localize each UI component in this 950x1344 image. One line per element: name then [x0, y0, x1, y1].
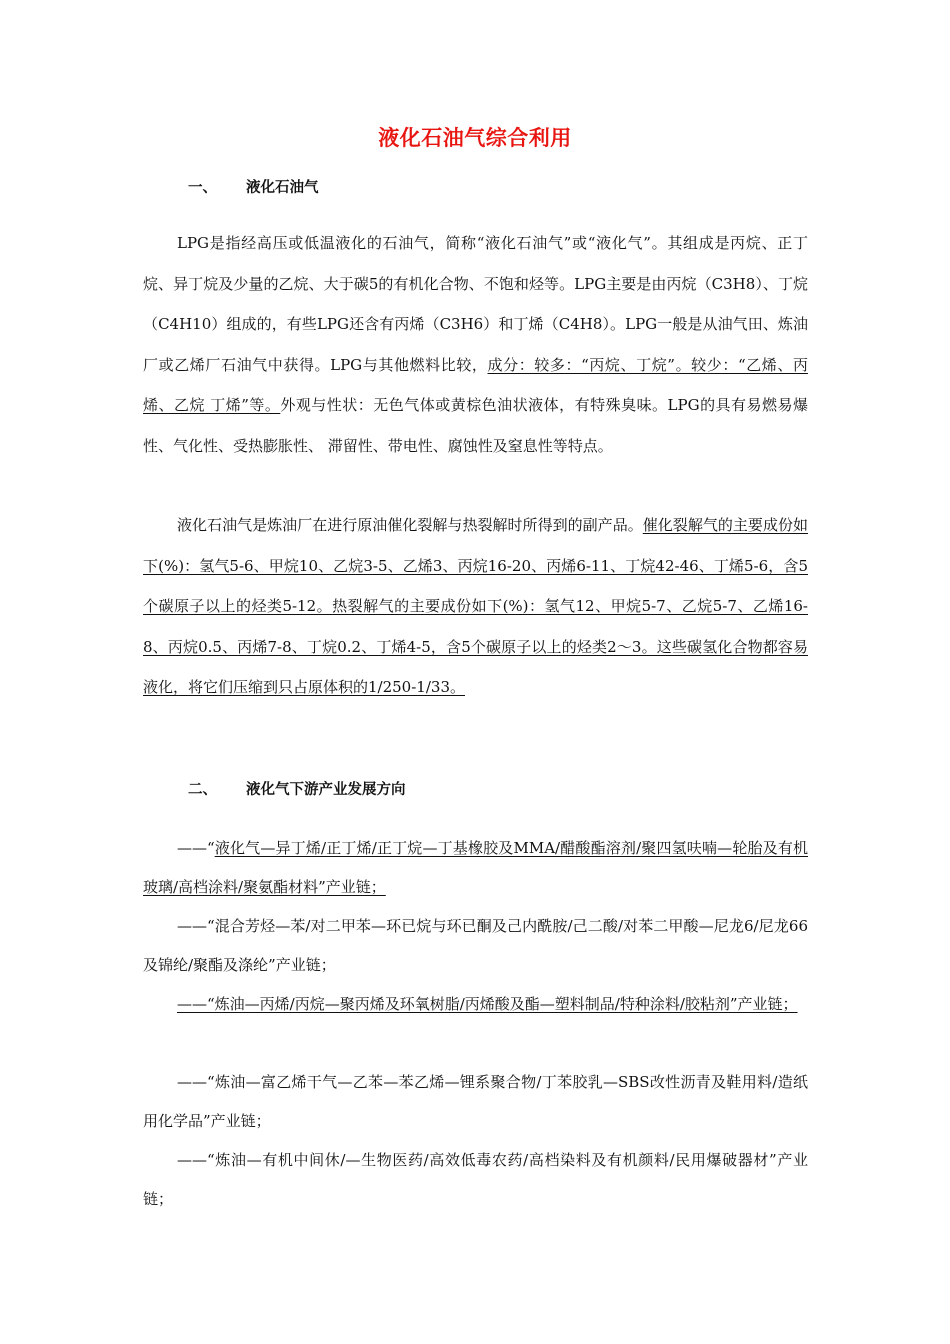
page-title: 液化石油气综合利用 [378, 126, 572, 150]
section-heading-1 [188, 176, 319, 197]
chain-text: ——“炼油—有机中间休/—生物医药/高效低毒农药/高档染料及有机颜料/民用爆破器材”产业链； [143, 1151, 808, 1208]
underlined-text: ——“炼油—丙烯/丙烷—聚丙烯及环氧树脂/丙烯酸及酯—塑料制品/特种涂料/胶粘剂”产业链； [177, 995, 798, 1013]
paragraph-text: 液化石油气是炼油厂在进行原油催化裂解与热裂解时所得到的副产品。 [177, 516, 643, 534]
chain-text: ——“混合芳烃—苯/对二甲苯—环已烷与环已酮及己内酰胺/己二酸/对苯二甲酸—尼龙6/尼龙66及锦纶/聚酯及涤纶”产业链； [143, 917, 808, 974]
chain-text: ——“炼油—富乙烯干气—乙苯—苯乙烯—锂系聚合物/丁苯胶乳—SBS改性沥青及鞋用料/造纸用化学品”产业链； [143, 1073, 808, 1130]
section-title: 液化气下游产业发展方向 [246, 782, 406, 798]
section-number: 一、 [188, 180, 217, 196]
paragraph-text: 外观与性状：无色气体或黄棕色油状液体，有特殊臭味。LPG的具有易燃易爆性、气化性、受热膨胀性、 滞留性、带电性、腐蚀性及窒息性等特点。 [143, 396, 808, 455]
industry-chain-item [143, 907, 808, 985]
underlined-text: 液化气—异丁烯/正丁烯/正丁烷—丁基橡胶及MMA/醋酸酯溶剂/聚四氢呋喃—轮胎及有机玻璃/高档涂料/聚氨酯材料”产业链； [143, 839, 808, 896]
section-number: 二、 [188, 782, 217, 798]
paragraph-text: LPG是指经高压或低温液化的石油气，简称“液化石油气”或“液化气”。其组成是丙烷、正丁烷、异丁烷及少量的乙烷、大于碳5的有机化合物、不饱和烃等。LPG主要是由丙烷（C3H8）、丁烷（C4H10）组成的，有些LPG还含有丙烯（C3H6）和丁烯（C4H8）。LPG一般是从油气田、炼油厂或乙烯厂石油气中获得。LPG与其他燃料比较， [143, 234, 808, 374]
section-heading-2 [188, 778, 406, 799]
industry-chain-item [143, 1063, 808, 1141]
section-title: 液化石油气 [246, 180, 319, 196]
industry-chain-item [143, 1141, 808, 1219]
chain-text: ——“ [177, 839, 215, 857]
underlined-text: 成分：较多：“丙烷、丁烷”。较少：“乙烯、丙烯、乙烷 丁烯”等。 [143, 355, 808, 414]
paragraph-lpg-composition [143, 505, 808, 708]
underlined-text: 催化裂解气的主要成份如下(%)：氢气5-6、甲烷10、乙烷3-5、乙烯3、丙烷16-20、丙烯6-11、丁烷42-46、丁烯5-6，含5个碳原子以上的烃类5-12。热裂解气的主要成份如下(%)：氢气12、甲烷5-7、乙烷5-7、乙烯16-8、丙烷0.5、丙烯7-8、丁烷0.2、丁烯4-5，含5个碳原子以上的烃类2～3。这些碳氢化合物都容易液化，将它们压缩到只占原体积的1/250-1/33。 [143, 516, 808, 696]
industry-chain-item [143, 985, 808, 1024]
paragraph-lpg-definition [143, 223, 808, 466]
industry-chain-item [143, 829, 808, 907]
